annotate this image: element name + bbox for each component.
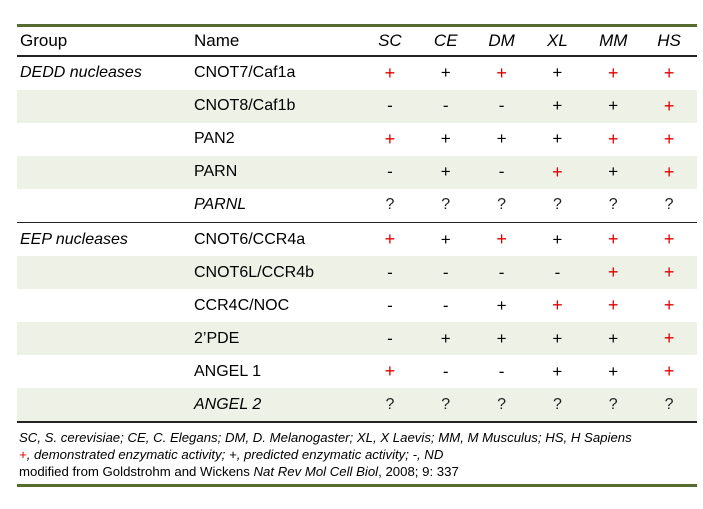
- cell-hs: +: [641, 156, 697, 189]
- row-group: [17, 90, 194, 123]
- cell-xl: +: [529, 90, 585, 123]
- cell-xl: +: [552, 129, 563, 148]
- cell-mm: ?: [585, 388, 641, 421]
- table-row: [17, 355, 697, 388]
- row-group: [17, 156, 194, 189]
- header-name: Name: [194, 31, 240, 50]
- cell-hs: +: [663, 361, 675, 381]
- cell-dm: -: [474, 90, 530, 123]
- cell-ce: +: [440, 63, 451, 82]
- cell-dm: ?: [497, 196, 507, 213]
- header-xl: XL: [547, 31, 568, 50]
- cell-xl: +: [552, 63, 563, 82]
- row-name: CNOT8/Caf1b: [194, 90, 362, 123]
- cell-mm: +: [608, 361, 619, 381]
- cell-mm: +: [607, 128, 619, 149]
- cell-mm: +: [607, 62, 619, 83]
- header-dm: DM: [488, 31, 515, 50]
- row-name: CCR4C/NOC: [194, 296, 290, 314]
- symbol-legend: [19, 446, 697, 463]
- cell-hs: +: [663, 128, 675, 149]
- cell-xl: +: [529, 156, 585, 189]
- cell-hs: +: [641, 256, 697, 289]
- cell-mm: +: [585, 90, 641, 123]
- row-group: [17, 289, 194, 322]
- cell-xl: -: [529, 256, 585, 289]
- cell-ce: -: [442, 361, 449, 381]
- table-row: [17, 123, 697, 156]
- table-row: [17, 256, 697, 289]
- row-name: ANGEL 2: [194, 388, 362, 421]
- cell-sc: ?: [362, 388, 418, 421]
- cell-ce: +: [440, 229, 451, 249]
- cell-hs: +: [641, 322, 697, 355]
- cell-dm: ?: [474, 388, 530, 421]
- cell-mm: +: [607, 229, 619, 249]
- legend-red-plus: +: [19, 446, 27, 462]
- bottom-rule: [17, 484, 697, 487]
- row-group: [17, 388, 194, 421]
- row-group: [17, 123, 194, 156]
- cell-sc: +: [384, 128, 396, 149]
- cell-mm: +: [585, 256, 641, 289]
- table-row: [17, 189, 697, 222]
- cell-ce: +: [440, 129, 451, 148]
- header-sc: SC: [378, 31, 402, 50]
- table-row: [17, 322, 697, 355]
- row-group: [17, 355, 194, 388]
- row-group: [17, 256, 194, 289]
- citation: [19, 463, 697, 480]
- row-group: [17, 189, 194, 222]
- cell-xl: +: [552, 295, 563, 315]
- cell-hs: +: [663, 229, 675, 249]
- table-row: [17, 57, 697, 90]
- header-ce: CE: [433, 31, 458, 50]
- header-hs: HS: [657, 31, 681, 50]
- cell-hs: +: [663, 62, 675, 83]
- row-name: PARN: [194, 156, 362, 189]
- header-mm: MM: [599, 31, 628, 50]
- enzyme-table-figure: [17, 24, 697, 487]
- cell-xl: ?: [552, 196, 562, 213]
- cell-ce: -: [418, 256, 474, 289]
- cell-mm: +: [585, 156, 641, 189]
- cell-sc: +: [384, 361, 396, 381]
- legend-text: , demonstrated enzymatic activity; +, predicted enzymatic activity; -, ND: [26, 446, 444, 462]
- citation-authors: modified from Goldstrohm and Wickens: [19, 463, 254, 479]
- cell-hs: ?: [641, 388, 697, 421]
- cell-mm: +: [607, 295, 619, 315]
- cell-xl: ?: [529, 388, 585, 421]
- cell-xl: +: [529, 322, 585, 355]
- cell-ce: -: [442, 295, 449, 315]
- table-row: [17, 289, 697, 322]
- table-row: [17, 388, 697, 421]
- cell-ce: +: [418, 322, 474, 355]
- cell-hs: +: [663, 295, 675, 315]
- row-group: EEP nucleases: [20, 230, 128, 248]
- table-row: [17, 90, 697, 123]
- cell-ce: ?: [441, 196, 451, 213]
- cell-xl: +: [552, 361, 563, 381]
- row-name: 2’PDE: [194, 322, 362, 355]
- cell-sc: -: [362, 256, 418, 289]
- cell-mm: ?: [608, 196, 618, 213]
- header-row: [17, 27, 697, 55]
- row-name: CNOT7/Caf1a: [194, 64, 296, 81]
- cell-xl: +: [552, 229, 563, 249]
- cell-dm: -: [474, 256, 530, 289]
- cell-sc: +: [384, 229, 396, 249]
- row-name: ANGEL 1: [194, 362, 261, 380]
- table-row: [17, 156, 697, 189]
- cell-dm: +: [474, 322, 530, 355]
- citation-ref: , 2008; 9: 337: [378, 463, 459, 479]
- table-row: [17, 223, 697, 256]
- cell-dm: +: [496, 129, 507, 148]
- nuclease-table: [17, 27, 697, 55]
- cell-mm: +: [585, 322, 641, 355]
- cell-ce: +: [418, 156, 474, 189]
- row-group: DEDD nucleases: [20, 64, 142, 81]
- cell-hs: +: [641, 90, 697, 123]
- row-name: PARNL: [194, 196, 247, 213]
- cell-sc: -: [362, 156, 418, 189]
- row-name: PAN2: [194, 130, 235, 147]
- cell-hs: ?: [664, 196, 674, 213]
- citation-journal: Nat Rev Mol Cell Biol: [253, 463, 379, 479]
- cell-sc: +: [384, 62, 396, 83]
- cell-sc: ?: [385, 196, 395, 213]
- row-group: [17, 322, 194, 355]
- cell-dm: -: [498, 361, 505, 381]
- cell-sc: -: [362, 90, 418, 123]
- cell-dm: -: [474, 156, 530, 189]
- cell-dm: +: [496, 229, 507, 249]
- row-name: CNOT6L/CCR4b: [194, 256, 362, 289]
- header-group: Group: [20, 31, 68, 50]
- row-name: CNOT6/CCR4a: [194, 230, 306, 248]
- cell-ce: -: [418, 90, 474, 123]
- cell-ce: ?: [418, 388, 474, 421]
- species-legend: SC, S. cerevisiae; CE, C. Elegans; DM, D. Melanogaster; XL, X Laevis; MM, M Musculus; HS, H Sapiens: [19, 429, 632, 445]
- cell-sc: -: [387, 295, 393, 315]
- cell-dm: +: [496, 295, 507, 315]
- cell-dm: +: [496, 62, 507, 83]
- nuclease-table-body-2: [17, 223, 697, 421]
- cell-sc: -: [362, 322, 418, 355]
- nuclease-table-body: [17, 57, 697, 222]
- table-footnote: [17, 423, 697, 484]
